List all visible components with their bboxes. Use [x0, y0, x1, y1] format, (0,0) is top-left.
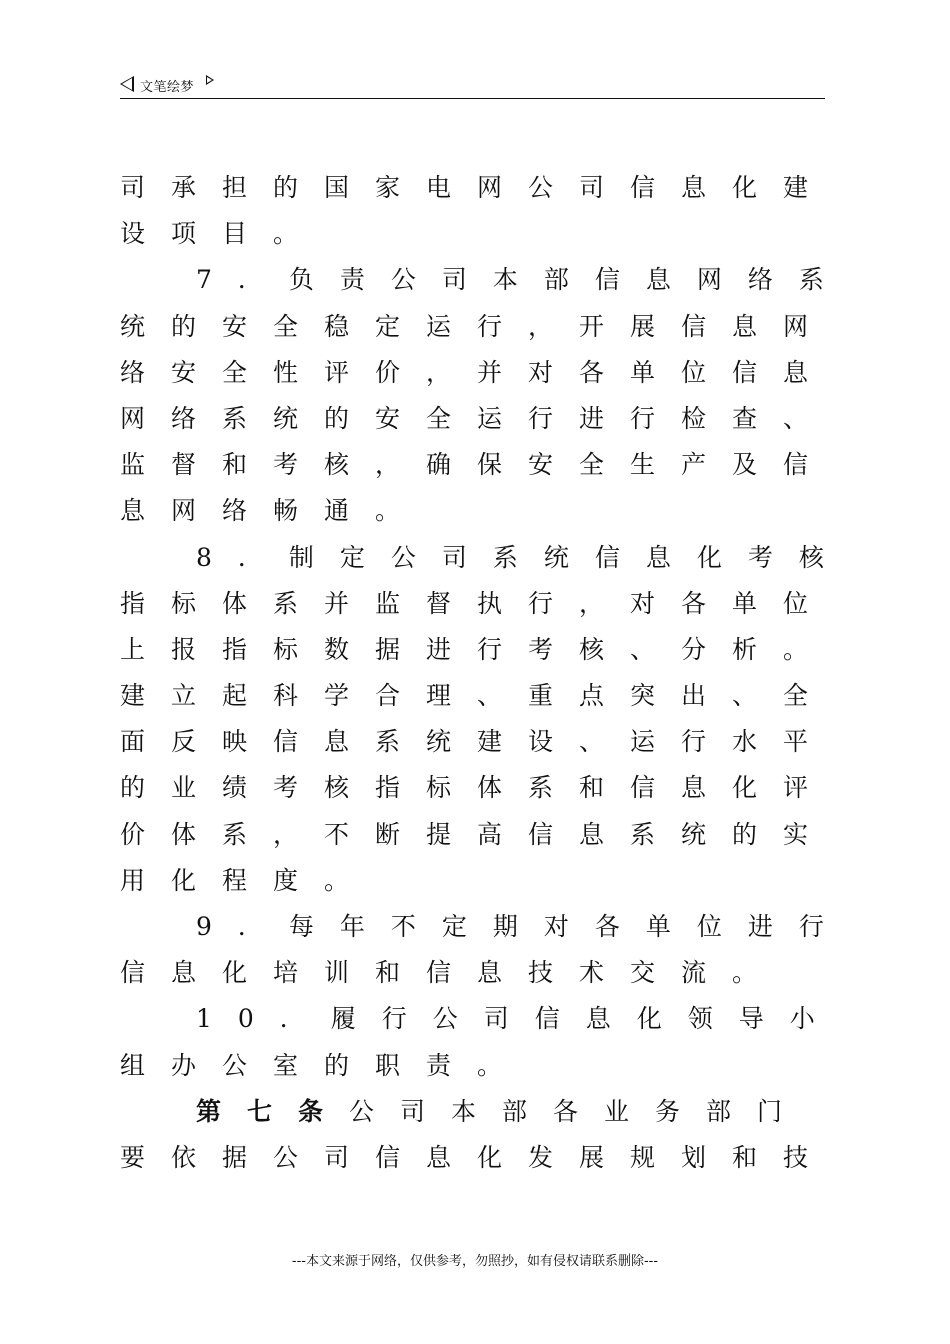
text-line: 8．制定公司系统信息化考核 [196, 542, 850, 572]
text-line: 信息化培训和信息技术交流。 [120, 958, 784, 988]
text-line [120, 1089, 820, 1135]
text-line: 统的安全稳定运行，开展信息网 [120, 311, 835, 341]
article-heading: 第七条 [196, 1096, 350, 1126]
article-text: 公司本部各业务部门 [349, 1096, 809, 1126]
text-line: 建立起科学合理、重点突出、全 [120, 681, 835, 711]
text-line: 络安全性评价，并对各单位信息 [120, 357, 835, 387]
header-title: 文笔绘梦 [140, 80, 195, 95]
text-line: 要依据公司信息化发展规划和技 [120, 1142, 835, 1172]
text-line: 网络系统的安全运行进行检查、 [120, 403, 835, 433]
text-line: 指标体系并监督执行，对各单位 [120, 588, 835, 618]
text-line: 10．履行公司信息化领导小 [196, 1004, 841, 1034]
text-line: 用化程度。 [120, 865, 376, 895]
text-line: 司承担的国家电网公司信息化建 [120, 173, 835, 202]
text-line: 息网络畅通。 [120, 496, 427, 526]
text-line: 设项目。 [120, 219, 325, 249]
page-header [120, 72, 825, 99]
page-footer: ---本文来源于网络，仅供参考，勿照抄，如有侵权请联系删除--- [291, 1254, 659, 1269]
text-line: 7．负责公司本部信息网络系 [196, 265, 850, 295]
text-line: 监督和考核，确保安全生产及信 [120, 450, 835, 480]
text-line: 的业绩考核指标体系和信息化评 [120, 773, 835, 803]
left-triangle-icon [120, 76, 134, 92]
text-line: 9．每年不定期对各单位进行 [196, 912, 850, 941]
right-triangle-icon [206, 75, 214, 85]
text-line: 价体系，不断提高信息系统的实 [120, 819, 835, 849]
document-body [120, 165, 850, 1181]
text-line: 上报指标数据进行考核、分析。 [120, 634, 835, 664]
text-line: 面反映信息系统建设、运行水平 [120, 727, 835, 757]
text-line: 组办公室的职责。 [120, 1050, 529, 1080]
